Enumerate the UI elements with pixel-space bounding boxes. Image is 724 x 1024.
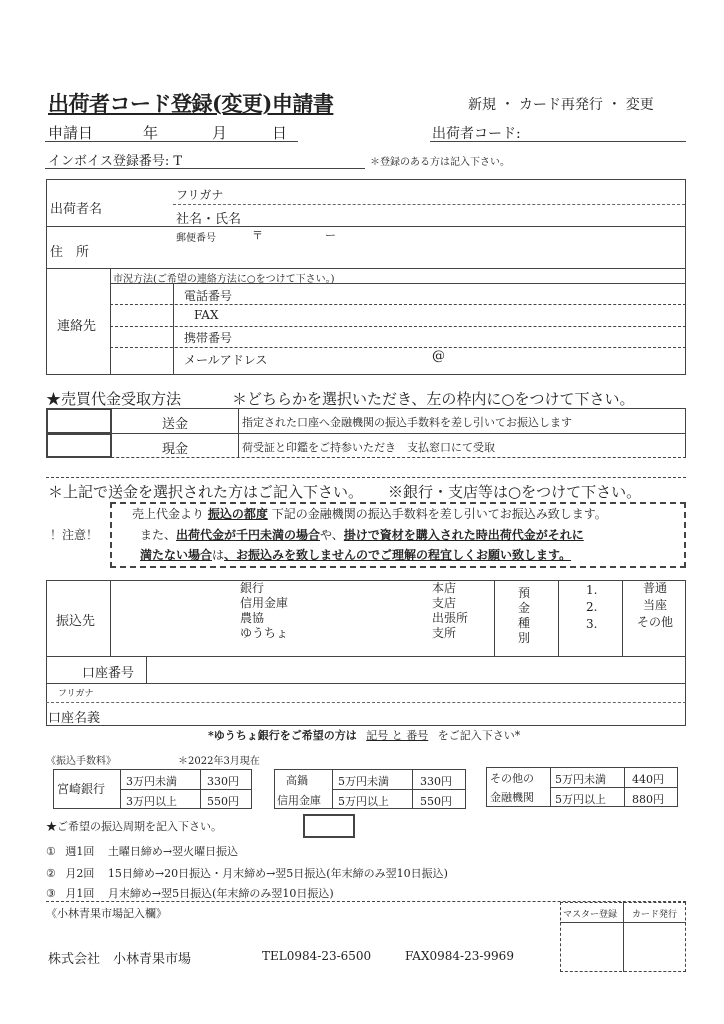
- fee-amount: 550円: [207, 795, 239, 808]
- account-number-field[interactable]: [148, 658, 684, 682]
- caution-emphasis: 掛けで資材を購入された時出荷代金がそれに: [343, 528, 584, 542]
- address-label: 住 所: [50, 245, 90, 260]
- fee-amount: 330円: [420, 775, 452, 788]
- cycle-frequency: 週1回: [65, 845, 95, 858]
- shipper-code-field[interactable]: [430, 141, 686, 142]
- fee-amount: 440円: [632, 773, 664, 786]
- fee-condition: 5万円以上: [338, 795, 389, 808]
- caution-emphasis: 振込の都度: [207, 507, 268, 521]
- contact-select-mobile[interactable]: [111, 327, 172, 347]
- fee-condition: 5万円以上: [555, 793, 606, 806]
- branch-type-options[interactable]: [432, 581, 468, 641]
- cycle-option-2: [46, 865, 448, 881]
- divider: [120, 789, 252, 790]
- divider: [46, 268, 686, 269]
- remit-checkbox[interactable]: [46, 408, 112, 434]
- contact-method-note: 市況方法(ご希望の連絡方法に○をつけて下さい。): [113, 274, 335, 285]
- caution-text: また、: [140, 528, 177, 542]
- fee-bank-name: 高鍋: [286, 774, 308, 787]
- company-fax: FAX0984-23-9969: [405, 949, 514, 963]
- divider: [146, 656, 147, 683]
- contact-phone-label: 電話番号: [184, 289, 233, 303]
- divider: [110, 326, 686, 327]
- section-divider: [46, 477, 686, 478]
- yucho-note: [208, 727, 520, 743]
- divider: [46, 683, 686, 684]
- deposit-number-2[interactable]: 2.: [586, 600, 598, 614]
- master-registration-label: マスター登録: [563, 910, 618, 920]
- fee-condition: 3万円未満: [126, 775, 177, 788]
- divider: [332, 789, 466, 790]
- bank-type-bank[interactable]: 銀行: [240, 581, 265, 595]
- company-name-label: 社名・氏名: [176, 212, 242, 227]
- fee-heading: 《振込手数料》: [46, 756, 116, 767]
- cycle-description: 土曜日締め→翌火曜日振込: [107, 845, 239, 858]
- shipper-code-label: 出荷者コード:: [432, 126, 521, 142]
- caution-text: や、: [320, 528, 344, 542]
- deposit-number-1[interactable]: 1.: [586, 583, 598, 597]
- deposit-number-3[interactable]: 3.: [586, 617, 598, 631]
- deposit-kind-ordinary[interactable]: 普通: [642, 581, 667, 595]
- account-furigana-field[interactable]: [46, 702, 686, 703]
- bank-type-shinkin[interactable]: 信用金庫: [240, 596, 289, 610]
- cycle-choice-box[interactable]: [303, 814, 355, 838]
- master-registration-stamp[interactable]: [561, 923, 622, 971]
- caution-line-2: [140, 526, 584, 543]
- card-issue-label: カード発行: [632, 910, 678, 920]
- shipper-name-label: 出荷者名: [50, 202, 103, 217]
- transfer-note: ＊上記で送金を選択された方はご記入下さい。: [48, 483, 364, 501]
- cycle-number: ②: [46, 867, 56, 880]
- yucho-note-emphasis: 記号 と 番号: [366, 729, 429, 742]
- contact-select-email[interactable]: [111, 348, 172, 374]
- yucho-note-text: *ゆうちょ銀行をご希望の方は: [208, 729, 357, 742]
- apply-date-field[interactable]: [45, 141, 298, 142]
- divider: [110, 283, 686, 284]
- caution-label: ！注意！: [50, 528, 99, 542]
- divider: [558, 580, 559, 656]
- fee-amount: 880円: [632, 793, 664, 806]
- cycle-frequency: 月2回: [65, 867, 95, 880]
- contact-email-label: メールアドレス: [184, 353, 268, 367]
- company-tel: TEL0984-23-6500: [262, 949, 372, 963]
- fee-amount: 330円: [207, 775, 239, 788]
- fee-amount: 550円: [420, 795, 452, 808]
- day-label: 日: [272, 124, 288, 142]
- contact-fax-label: FAX: [194, 308, 219, 322]
- bank-type-options[interactable]: [240, 581, 288, 641]
- transfer-destination-label: 振込先: [56, 614, 96, 629]
- fee-bank-name: 金融機関: [490, 791, 534, 804]
- divider: [46, 656, 686, 657]
- cycle-option-1: [46, 843, 238, 859]
- caution-text: は: [212, 548, 225, 562]
- cash-checkbox[interactable]: [46, 433, 112, 458]
- office-use-heading: 《小林青果市場記入欄》: [46, 907, 167, 920]
- deposit-kind-other[interactable]: その他: [636, 615, 673, 629]
- deposit-number-options[interactable]: [586, 582, 597, 633]
- postal-code-label: 郵便番号: [176, 233, 216, 244]
- month-label: 月: [212, 124, 228, 142]
- invoice-number-field[interactable]: [45, 168, 365, 169]
- bank-type-ja[interactable]: 農協: [240, 611, 265, 625]
- account-number-label: 口座番号: [82, 666, 135, 681]
- divider: [110, 347, 686, 348]
- at-mark: @: [432, 349, 445, 364]
- apply-date-label: 申請日: [48, 124, 94, 142]
- divider: [200, 769, 201, 809]
- caution-line-1: [132, 505, 607, 522]
- caution-emphasis: 満たない場合: [140, 548, 213, 562]
- caution-text: 下記の金融機関の振込手数料を差し引いてお振込み致します。: [271, 507, 607, 521]
- cycle-option-3: [46, 885, 334, 901]
- deposit-type-label: 預金種別: [518, 586, 531, 645]
- divider: [46, 226, 686, 227]
- caution-line-3: [140, 546, 571, 563]
- cycle-frequency: 月1回: [65, 887, 95, 900]
- fee-condition: 3万円以上: [126, 795, 177, 808]
- form-title: 出荷者コード登録(変更)申請書: [48, 91, 334, 116]
- invoice-number-label: インボイス登録番号: T: [48, 154, 183, 169]
- cycle-number: ③: [46, 887, 56, 900]
- branch-type-branch[interactable]: 支店: [432, 596, 457, 610]
- postal-mark: 〒: [252, 229, 263, 242]
- remit-label: 送金: [162, 417, 189, 432]
- furigana-label: フリガナ: [176, 188, 224, 202]
- branch-type-head[interactable]: 本店: [432, 581, 457, 595]
- fee-condition: 5万円未満: [555, 773, 606, 786]
- branch-type-office[interactable]: 出張所: [432, 611, 469, 625]
- fee-as-of: ＊2022年3月現在: [178, 756, 260, 767]
- caution-emphasis: 出荷代金が千円未満の場合: [176, 528, 321, 542]
- fee-bank-name: 信用金庫: [277, 794, 321, 807]
- card-issue-stamp[interactable]: [624, 923, 685, 971]
- contact-select-fax[interactable]: [111, 305, 172, 325]
- cycle-number: ①: [46, 845, 56, 858]
- divider: [550, 787, 678, 788]
- caution-emphasis: 、お振込みを致しませんのでご理解の程宜しくお願い致します。: [224, 548, 572, 562]
- fee-condition: 5万円未満: [338, 775, 389, 788]
- divider: [622, 580, 623, 656]
- cycle-heading: ★ご希望の振込周期を記入下さい。: [46, 820, 222, 833]
- divider: [110, 580, 111, 656]
- divider: [110, 304, 686, 305]
- payment-method-instruction: ＊どちらかを選択いただき、左の枠内に○をつけて下さい。: [232, 390, 635, 408]
- divider: [46, 433, 686, 434]
- divider: [494, 580, 495, 656]
- payment-method-heading: ★売買代金受取方法: [46, 390, 182, 408]
- cycle-description: 15日締め→20日振込・月末締め→翌5日振込(年末締のみ翌10日振込): [107, 867, 448, 880]
- year-label: 年: [143, 124, 159, 142]
- bank-type-yucho[interactable]: ゆうちょ: [240, 626, 289, 640]
- branch-type-sub[interactable]: 支所: [432, 626, 457, 640]
- invoice-note: ＊登録のある方は記入下さい。: [370, 157, 510, 168]
- furigana-field[interactable]: [173, 204, 685, 205]
- fee-bank-name: その他の: [490, 772, 534, 785]
- account-name-label: 口座名義: [48, 711, 101, 726]
- bank-circle-note: ※銀行・支店等は○をつけて下さい。: [388, 483, 642, 501]
- contact-select-phone[interactable]: [111, 284, 172, 304]
- caution-text: 売上代金より: [132, 507, 205, 521]
- divider: [238, 408, 239, 458]
- contact-mobile-label: 携帯番号: [184, 331, 233, 345]
- cycle-description: 月末締め→翌5日振込(年末締のみ翌10日振込): [107, 887, 334, 900]
- cash-label: 現金: [162, 442, 189, 457]
- cash-description: 荷受証と印鑑をご持参いただき 支払窓口にて受取: [242, 441, 495, 454]
- deposit-kind-options[interactable]: [628, 580, 682, 631]
- fee-bank-name: 宮崎銀行: [57, 782, 106, 796]
- deposit-kind-current[interactable]: 当座: [642, 598, 667, 612]
- company-name: 株式会社 小林青果市場: [48, 952, 192, 967]
- divider: [173, 283, 174, 375]
- yucho-note-text: をご記入下さい*: [437, 729, 521, 742]
- contact-label: 連絡先: [57, 319, 97, 334]
- divider: [624, 767, 625, 807]
- postal-dash: ー: [325, 229, 336, 242]
- account-furigana-label: フリガナ: [58, 689, 94, 699]
- request-type-options[interactable]: 新規 ・ カード再発行 ・ 変更: [468, 97, 654, 113]
- divider: [412, 769, 413, 809]
- remit-description: 指定された口座へ金融機関の振込手数料を差し引いてお振込します: [242, 416, 572, 429]
